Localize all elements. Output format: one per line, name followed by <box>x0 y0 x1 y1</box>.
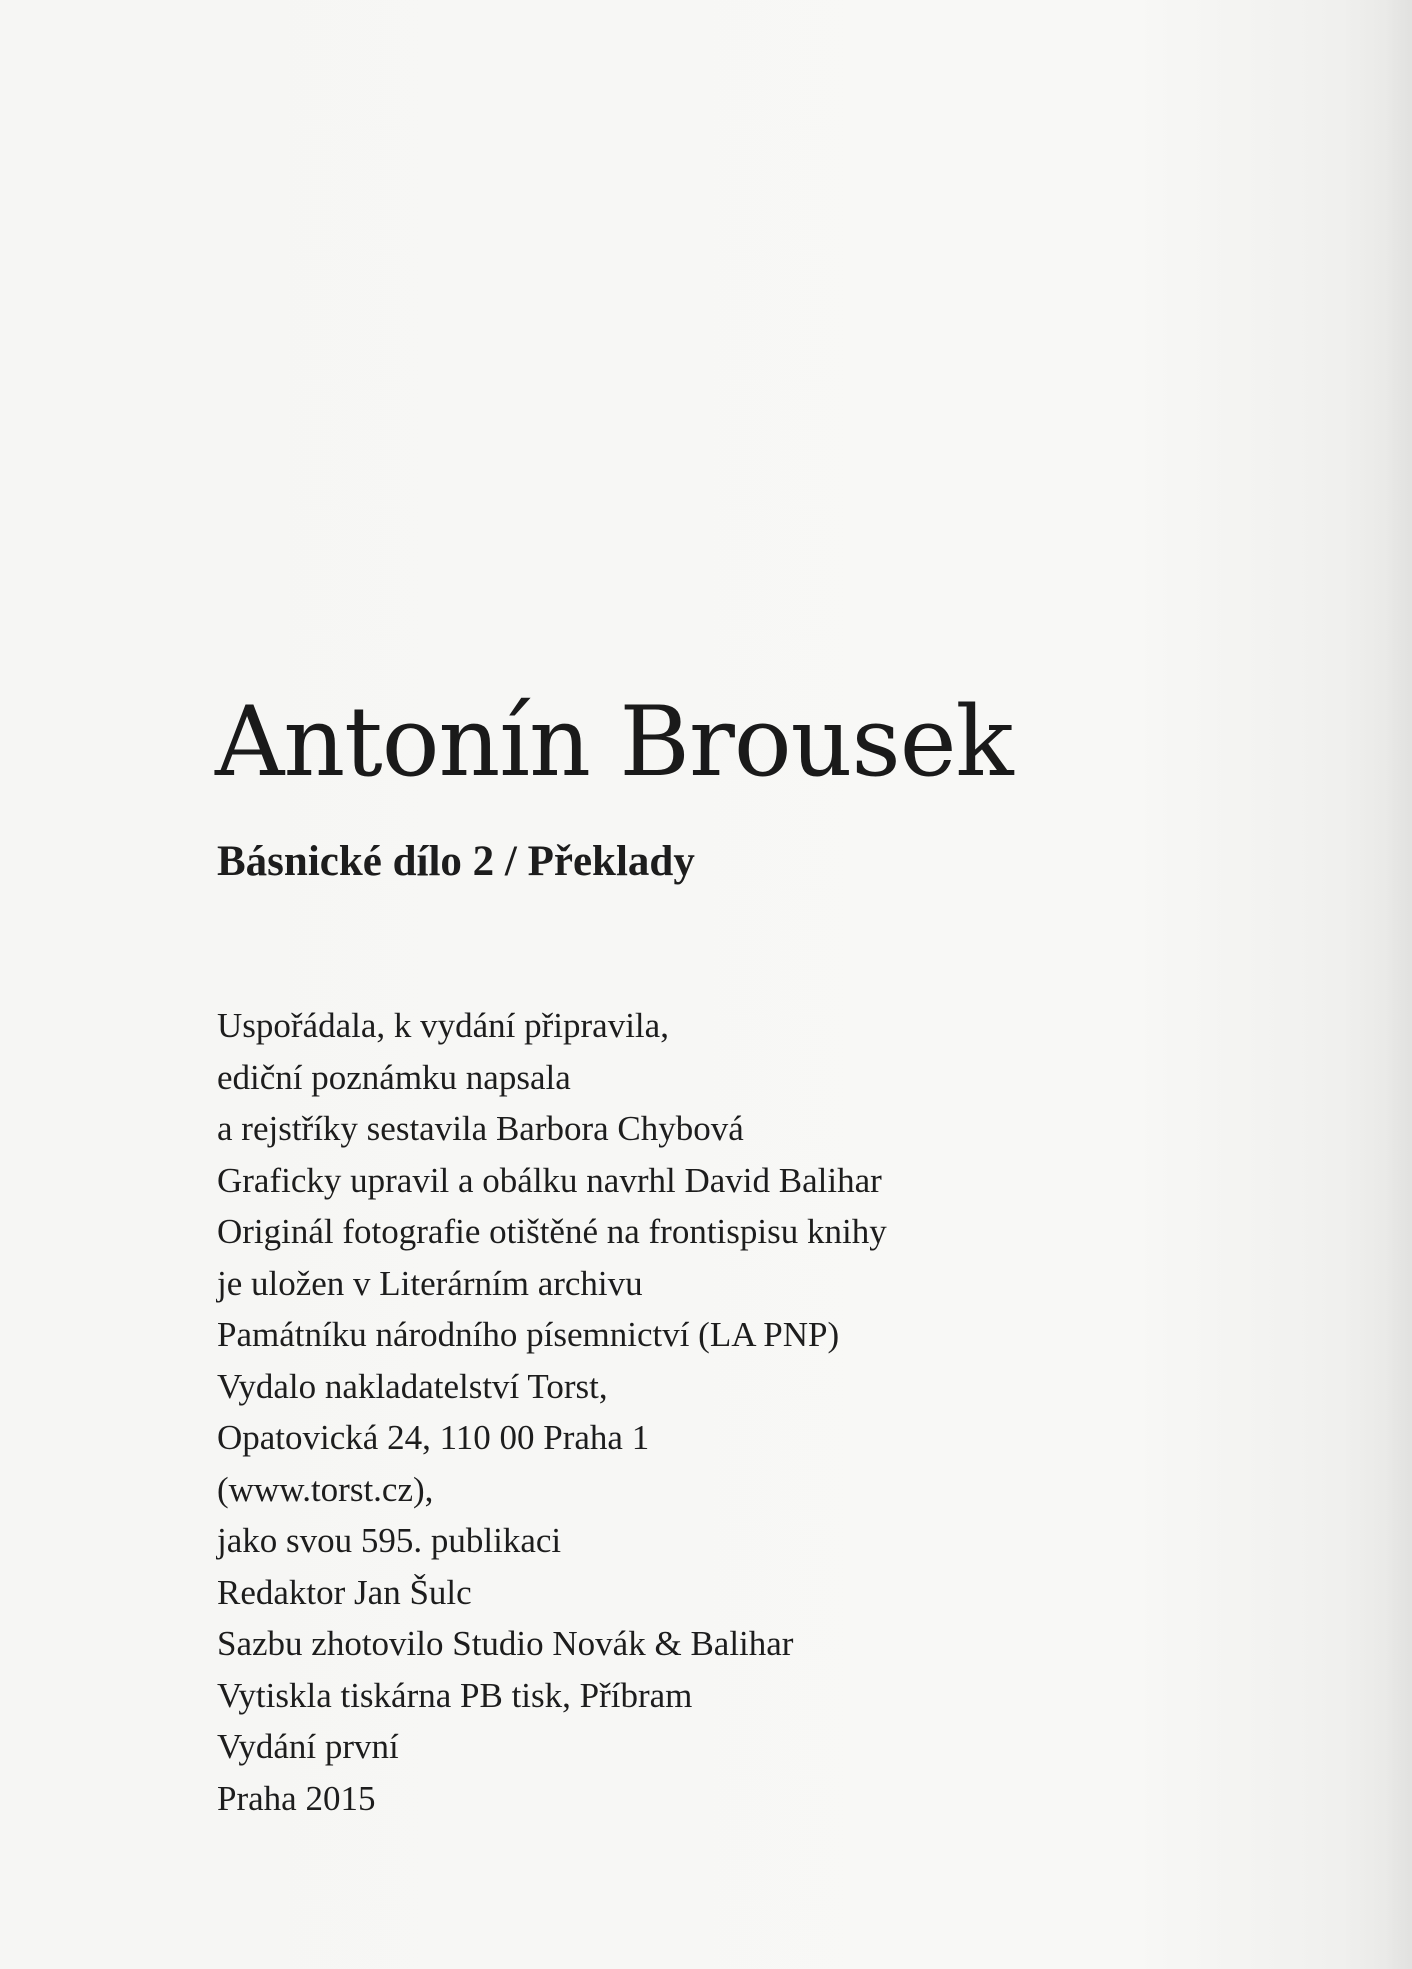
colophon <box>217 1000 887 1824</box>
colophon-line: Opatovická 24, 110 00 Praha 1 <box>217 1418 650 1457</box>
book-subtitle: Básnické dílo 2 / Překlady <box>217 838 695 885</box>
page-edge-shadow <box>1386 0 1412 1969</box>
colophon-line: Vytiskla tiskárna PB tisk, Příbram <box>217 1675 693 1715</box>
author-name: Antonín Brousek <box>215 686 1013 798</box>
colophon-line: Vydání první <box>217 1727 399 1766</box>
colophon-line: Uspořádala, k vydání připravila, <box>217 1006 669 1045</box>
colophon-line: jako svou 595. publikaci <box>217 1521 562 1560</box>
colophon-line: a rejstříky sestavila Barbora Chybová <box>217 1109 744 1148</box>
colophon-line: Redaktor Jan Šulc <box>217 1572 472 1612</box>
colophon-line: ediční poznámku napsala <box>217 1057 571 1097</box>
colophon-line: Originál fotografie otištěné na frontispisu knihy <box>217 1212 887 1251</box>
colophon-line: Památníku národního písemnictví (LA PNP) <box>217 1315 840 1354</box>
colophon-line: Praha 2015 <box>217 1778 376 1818</box>
colophon-line: Graficky upravil a obálku navrhl David Balihar <box>217 1160 882 1200</box>
colophon-line: Vydalo nakladatelství Torst, <box>217 1366 608 1406</box>
colophon-line: (www.torst.cz), <box>217 1469 434 1509</box>
colophon-line: Sazbu zhotovilo Studio Novák & Balihar <box>217 1624 794 1663</box>
colophon-line: je uložen v Literárním archivu <box>217 1263 643 1303</box>
